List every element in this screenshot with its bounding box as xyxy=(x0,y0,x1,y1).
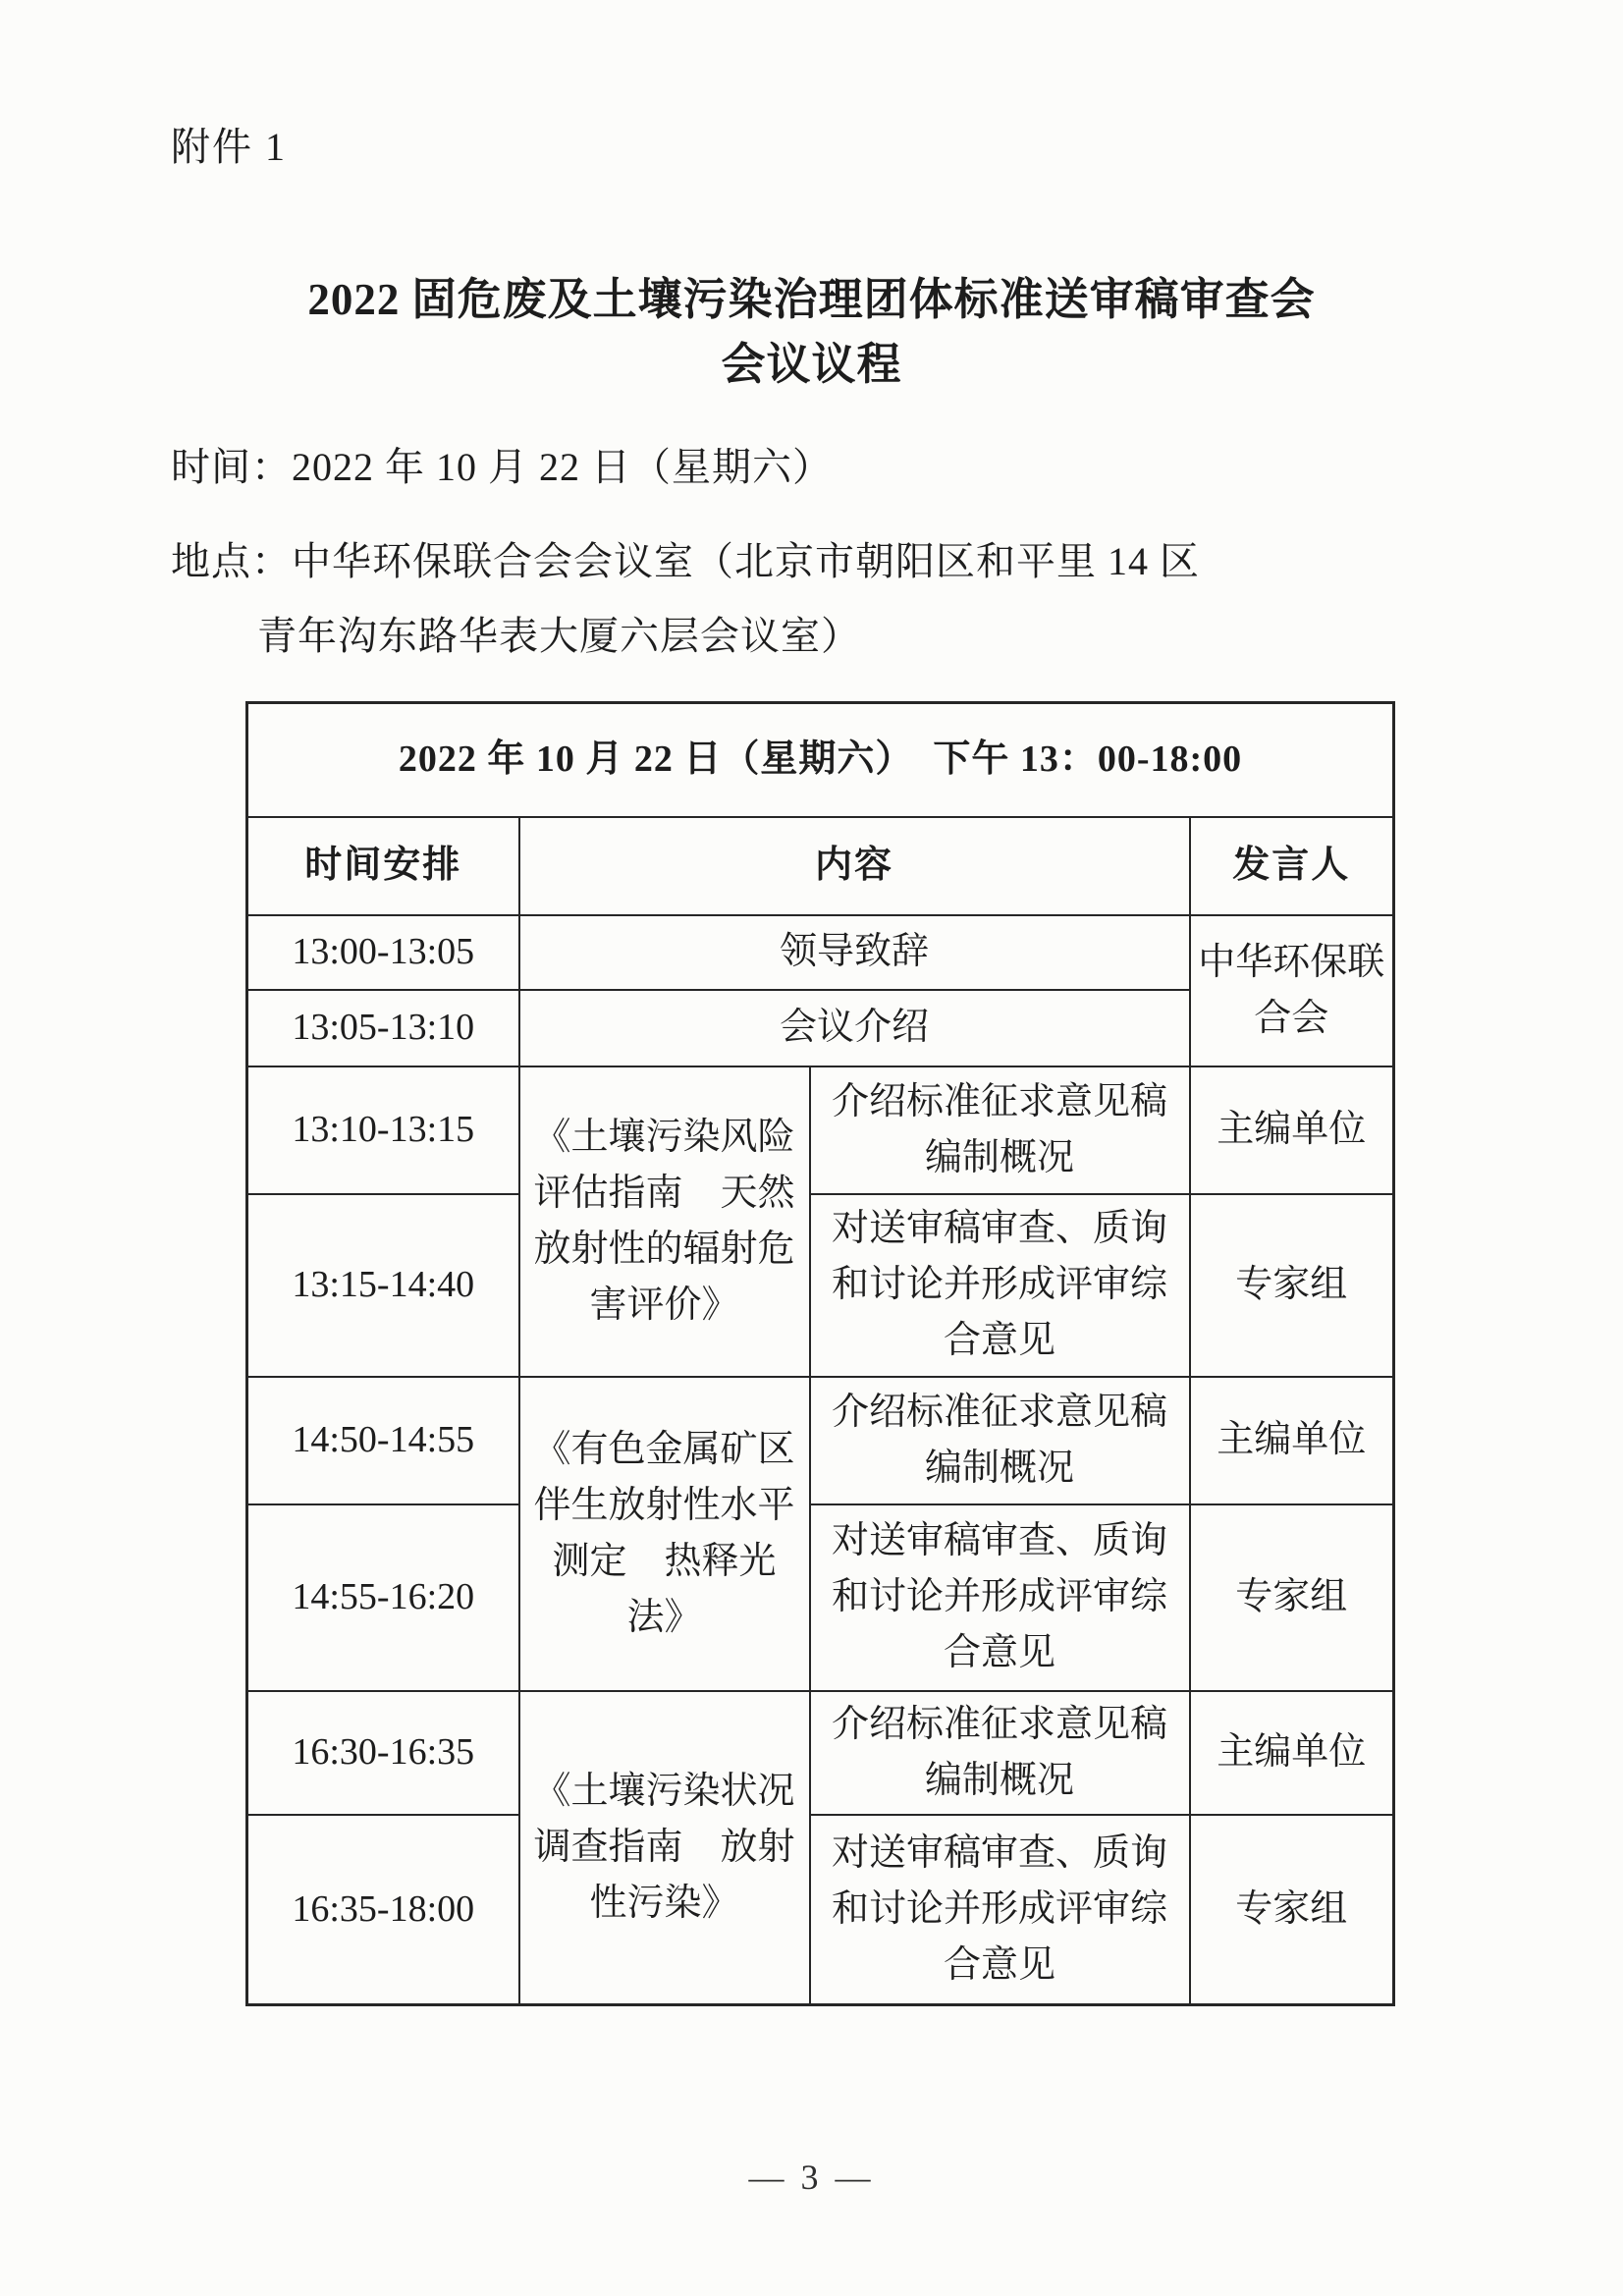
time-cell: 13:15-14:40 xyxy=(247,1194,519,1377)
document-title-line1: 2022 固危废及土壤污染治理团体标准送审稿审查会 xyxy=(307,275,1316,324)
speaker-cell: 专家组 xyxy=(1190,1504,1394,1691)
content-cell: 介绍标准征求意见稿编制概况 xyxy=(810,1066,1190,1194)
meeting-time-line: 时间：2022 年 10 月 22 日（星期六） xyxy=(171,445,833,489)
time-cell: 13:10-13:15 xyxy=(247,1066,519,1194)
time-cell: 13:00-13:05 xyxy=(247,915,519,990)
time-cell: 16:35-18:00 xyxy=(247,1815,519,2005)
agenda-caption: 2022 年 10 月 22 日（星期六） 下午 13：00-18:00 xyxy=(247,703,1394,817)
content-cell: 对送审稿审查、质询和讨论并形成评审综合意见 xyxy=(810,1504,1190,1691)
agenda-caption-row xyxy=(247,703,1394,817)
agenda-row xyxy=(247,915,1394,990)
document-title xyxy=(0,267,1623,397)
content-cell: 对送审稿审查、质询和讨论并形成评审综合意见 xyxy=(810,1194,1190,1377)
agenda-row xyxy=(247,1066,1394,1194)
time-cell: 14:55-16:20 xyxy=(247,1504,519,1691)
speaker-cell: 中华环保联合会 xyxy=(1190,915,1394,1066)
agenda-row xyxy=(247,1377,1394,1504)
document-title-line2: 会议议程 xyxy=(721,340,902,389)
time-cell: 16:30-16:35 xyxy=(247,1691,519,1815)
standard-title-cell: 《土壤污染状况调查指南 放射性污染》 xyxy=(519,1691,810,2005)
content-cell: 领导致辞 xyxy=(519,915,1190,990)
agenda-table xyxy=(245,701,1395,2006)
attachment-label: 附件 1 xyxy=(171,125,287,169)
speaker-cell: 专家组 xyxy=(1190,1815,1394,2005)
header-speaker: 发言人 xyxy=(1190,817,1394,915)
agenda-row xyxy=(247,1691,1394,1815)
standard-title-cell: 《有色金属矿区伴生放射性水平测定 热释光法》 xyxy=(519,1377,810,1691)
agenda-row xyxy=(247,1815,1394,2005)
agenda-row xyxy=(247,1504,1394,1691)
speaker-cell: 专家组 xyxy=(1190,1194,1394,1377)
content-cell: 介绍标准征求意见稿编制概况 xyxy=(810,1691,1190,1815)
content-cell: 介绍标准征求意见稿编制概况 xyxy=(810,1377,1190,1504)
header-time: 时间安排 xyxy=(247,817,519,915)
agenda-header-row xyxy=(247,817,1394,915)
time-cell: 13:05-13:10 xyxy=(247,990,519,1066)
meeting-location-line2: 青年沟东路华表大厦六层会议室） xyxy=(257,614,861,658)
content-cell: 对送审稿审查、质询和讨论并形成评审综合意见 xyxy=(810,1815,1190,2005)
meeting-location-line1: 地点：中华环保联合会会议室（北京市朝阳区和平里 14 区 xyxy=(171,539,1200,583)
time-cell: 14:50-14:55 xyxy=(247,1377,519,1504)
agenda-row xyxy=(247,1194,1394,1377)
header-content: 内容 xyxy=(519,817,1190,915)
speaker-cell: 主编单位 xyxy=(1190,1377,1394,1504)
content-cell: 会议介绍 xyxy=(519,990,1190,1066)
page-number: — 3 — xyxy=(748,2158,875,2197)
speaker-cell: 主编单位 xyxy=(1190,1691,1394,1815)
standard-title-cell: 《土壤污染风险评估指南 天然放射性的辐射危害评价》 xyxy=(519,1066,810,1377)
speaker-cell: 主编单位 xyxy=(1190,1066,1394,1194)
